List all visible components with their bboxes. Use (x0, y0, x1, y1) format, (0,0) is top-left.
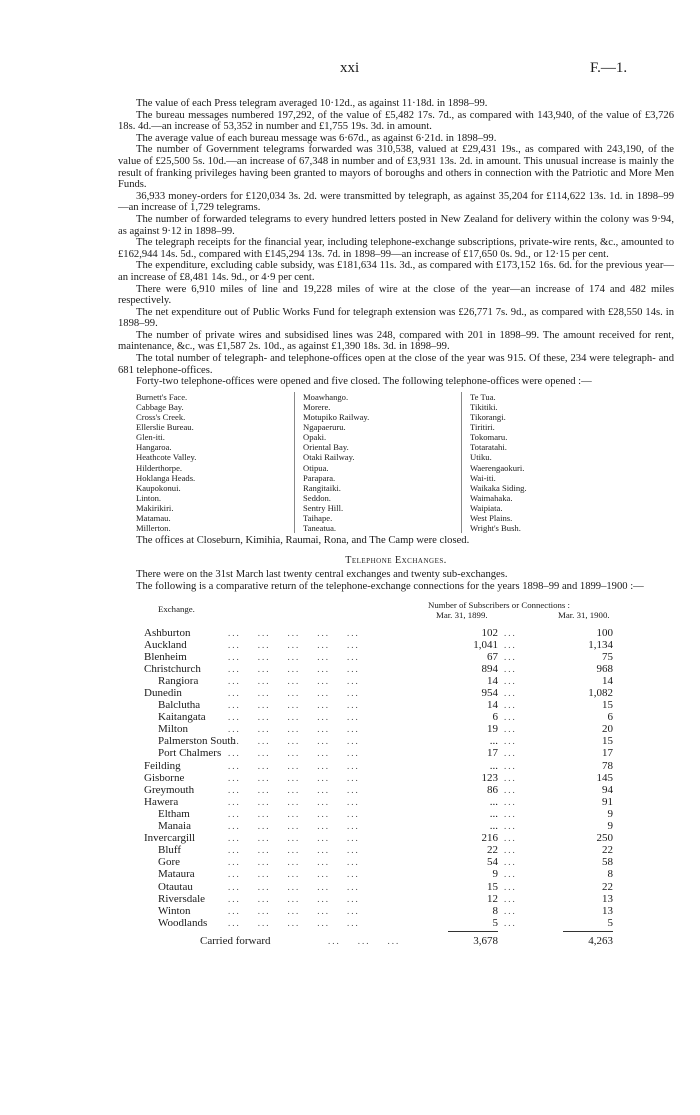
leader-dots: ... (504, 796, 517, 807)
table-row (118, 796, 674, 808)
value-1899: ... (489, 820, 498, 833)
leader-dots: ... (504, 663, 517, 674)
exchange-name: Christchurch (144, 662, 201, 675)
table-row (118, 784, 674, 796)
exchange-name: Rangiora (158, 674, 199, 687)
leader-dots: ... (504, 651, 517, 662)
value-1900: 145 (596, 771, 613, 784)
value-1900: 22 (602, 880, 613, 893)
value-1899: ... (489, 795, 498, 808)
value-1900: 15 (602, 735, 613, 748)
office-name: Opaki. (303, 432, 327, 443)
leader-dots: ... (504, 688, 517, 698)
value-1899: 5 (492, 916, 498, 929)
value-1900: 968 (596, 662, 613, 675)
office-name: Motupiko Railway. (303, 412, 370, 423)
paragraph: The telegraph receipts for the financial year, including telephone-exchange subscriptions, private-wire rents, &c., amounted to £162,944 14s. 5d., compared with £145,294 13s. 7d. in 1898–99—an increase of £17,650 0s. 9d., or 12·15 per cent. (118, 237, 674, 260)
leader-dots: ... (504, 893, 517, 904)
exchange-name: Balclutha (158, 699, 201, 712)
exchange-name: Gore (158, 856, 180, 869)
table-header (118, 599, 674, 627)
leader-dots: ... (504, 784, 517, 795)
table-row (118, 735, 674, 747)
office-name: Seddon. (303, 492, 331, 503)
total-1899: 3,678 (473, 934, 498, 947)
value-1899: 17 (487, 747, 498, 760)
value-1900: 100 (596, 626, 613, 639)
table-row (118, 832, 674, 844)
table-row (118, 856, 674, 868)
office-name: Makirikiri. (136, 502, 174, 513)
leader-dots: ... ... ... ... ... (228, 675, 360, 686)
table-row (118, 808, 674, 820)
office-name: Heathcote Valley. (136, 452, 197, 463)
table-row (118, 711, 674, 723)
office-name: Taihape. (303, 512, 333, 523)
value-1899: 15 (487, 880, 498, 893)
leader-dots: ... ... ... ... ... (228, 748, 360, 759)
exchange-table (118, 599, 674, 949)
table-row (118, 917, 674, 929)
office-name: Waerengaokuri. (470, 462, 525, 473)
paragraph: The number of Government telegrams forwarded was 310,538, valued at £29,431 19s., as compared with 243,190, of the value of £25,500 5s. 10d.—an increase of 67,348 in number and of £3,931 13s. 2d. in amount. This unusual increase is mainly the result of franking privileges having been granted to mayors of boroughs and others in connection with the Patriotic and More Men Funds. (118, 144, 674, 191)
leader-dots: ... (504, 639, 517, 650)
offices-opened-list (136, 392, 676, 533)
leader-dots: ... ... ... ... ... (228, 917, 360, 928)
value-1900: 14 (602, 674, 613, 687)
value-1899: 9 (492, 868, 498, 881)
exchange-name: Ashburton (144, 626, 191, 639)
exchange-name: Eltham (158, 807, 190, 820)
value-1900: 91 (602, 795, 613, 808)
office-name: Hoklanga Heads. (136, 472, 196, 483)
table-row (118, 639, 674, 651)
paragraph: 36,933 money-orders for £120,034 3s. 2d. were transmitted by telegraph, as against 35,204 for £114,622 13s. 1d. in 1898–99—an increase of 1,729 telegrams. (118, 190, 674, 214)
leader-dots: ... ... ... ... ... (228, 833, 360, 844)
value-1900: 17 (602, 747, 613, 760)
office-name: Waipiata. (470, 502, 503, 513)
leader-dots: ... ... ... ... ... (228, 651, 360, 662)
leader-dots: ... (504, 808, 517, 819)
value-1899: 216 (481, 832, 498, 845)
leader-dots: ... ... ... ... ... (228, 712, 360, 723)
value-1900: 13 (602, 892, 613, 905)
leader-dots: ... ... ... ... ... (228, 869, 360, 880)
leader-dots: ... (504, 881, 517, 892)
value-1900: 22 (602, 844, 613, 857)
paragraph: The total number of telegraph- and telephone-offices open at the close of the year was 915. Of these, 234 were telegraph- and 681 telephone-offices. (118, 353, 674, 376)
office-column (136, 392, 294, 533)
offices-closed-text: The offices at Closeburn, Kimihia, Raumai, Rona, and The Camp were closed. (136, 535, 470, 547)
value-1899: 54 (487, 856, 498, 869)
exchange-name: Kaitangata (158, 711, 206, 724)
value-1899: 86 (487, 783, 498, 796)
value-1900: 9 (607, 807, 613, 820)
office-name: Wai-iti. (470, 472, 496, 483)
leader-dots: ... ... ... ... ... (228, 808, 360, 819)
exchange-name: Auckland (144, 638, 187, 651)
exchange-name: Riversdale (158, 892, 206, 905)
leader-dots: ... (504, 748, 517, 759)
exchange-name: Port Chalmers (158, 747, 222, 760)
office-name: Morere. (303, 401, 331, 412)
office-name: West Plains. (470, 512, 513, 523)
table-row (118, 675, 674, 687)
leader-dots: ... ... ... ... ... (228, 688, 360, 698)
value-1900: 94 (602, 783, 613, 796)
paragraph: Forty-two telephone-offices were opened and five closed. The following telephone-offices were opened :— (136, 376, 592, 388)
value-1899: 954 (481, 687, 498, 699)
leader-dots: ... (504, 760, 517, 771)
table-row (118, 820, 674, 832)
leader-dots: ... ... ... ... ... (228, 821, 360, 832)
total-1900: 4,263 (588, 934, 613, 947)
value-1900: 13 (602, 904, 613, 917)
office-name: Hangaroa. (136, 442, 172, 453)
exchange-name: Blenheim (144, 650, 187, 663)
exchange-name: Invercargill (144, 832, 196, 845)
paragraph: The value of each Press telegram averaged 10·12d., as against 11·18d. in 1898–99. (136, 98, 488, 109)
exchange-name: Milton (158, 723, 188, 736)
office-name: Tokomaru. (470, 432, 508, 443)
paragraph: There were 6,910 miles of line and 19,228 miles of wire at the close of the year—an increase of 174 and 482 miles respectively. (118, 283, 674, 307)
leader-dots: ... ... ... ... ... (228, 845, 360, 856)
document-reference: F.—1. (590, 60, 628, 76)
table-row (118, 651, 674, 663)
leader-dots: ... ... ... ... ... (228, 905, 360, 916)
table-row (118, 699, 674, 711)
office-name: Glen-iti. (136, 432, 165, 443)
leader-dots: ... (504, 833, 517, 844)
exchange-name: Woodlands (158, 916, 208, 929)
office-name: Waimahaka. (470, 492, 513, 503)
leader-dots: ... (504, 917, 517, 928)
office-name: Matamau. (136, 512, 171, 523)
value-1899: 12 (487, 892, 498, 905)
table-row (118, 687, 674, 699)
office-name: Wright's Bush. (470, 523, 521, 534)
value-1900: 78 (602, 759, 613, 772)
office-name: Sentry Hill. (303, 502, 344, 513)
office-name: Utiku. (470, 452, 492, 463)
leader-dots: ... (504, 857, 517, 868)
page-number: xxi (340, 60, 360, 76)
office-column (461, 392, 628, 533)
leader-dots: ... (504, 627, 517, 638)
table-row (118, 627, 674, 639)
leader-dots: ... (504, 869, 517, 880)
col-number: Number of Subscribers or Connections : (428, 599, 570, 610)
total-label: Carried forward (200, 934, 271, 947)
office-name: Cabbage Bay. (136, 401, 184, 412)
value-1899: 8 (492, 904, 498, 917)
exchange-name: Palmerston South (158, 735, 236, 748)
leader-dots: ... (504, 675, 517, 686)
table-row (118, 723, 674, 735)
office-name: Te Tua. (470, 391, 496, 402)
office-column (294, 392, 461, 533)
office-name: Taneatua. (303, 523, 337, 534)
col-1900: Mar. 31, 1900. (558, 609, 610, 620)
value-1900: 1,082 (588, 687, 613, 699)
exchange-name: Feilding (144, 759, 181, 772)
office-name: Tikitiki. (470, 401, 498, 412)
table-row (118, 747, 674, 759)
value-1900: 58 (602, 856, 613, 869)
office-name: Burnett's Face. (136, 391, 188, 402)
office-name: Moawhango. (303, 391, 349, 402)
leader-dots: ... ... ... ... ... (228, 893, 360, 904)
table-row (118, 844, 674, 856)
value-1899: ... (489, 807, 498, 820)
paragraph: The bureau messages numbered 197,292, of the value of £5,482 17s. 7d., as compared with 143,940, of the value of £3,726 18s. 4d.—an increase of 53,352 in number and £1,755 19s. 3d. in amount. (118, 109, 674, 133)
value-1899: 14 (487, 699, 498, 712)
value-1899: 1,041 (473, 638, 498, 651)
leader-dots: ... ... ... ... ... (228, 796, 360, 807)
office-name: Parapara. (303, 472, 336, 483)
value-1900: 1,134 (588, 638, 613, 651)
table-row (118, 760, 674, 772)
office-name: Totaratahi. (470, 442, 507, 453)
value-1900: 75 (602, 650, 613, 663)
table-row (118, 868, 674, 880)
office-name: Millerton. (136, 523, 171, 534)
section-title: Telephone Exchanges. (345, 554, 447, 566)
paragraph: The number of forwarded telegrams to every hundred letters posted in New Zealand for delivery within the colony was 9·94, as against 9·12 in 1898–99. (118, 213, 674, 237)
value-1900: 15 (602, 699, 613, 712)
leader-dots: ... (504, 712, 517, 723)
office-name: Hilderthorpe. (136, 462, 183, 473)
leader-dots: ... ... ... ... ... (228, 736, 360, 747)
exchange-name: Mataura (158, 868, 195, 881)
col-1899: Mar. 31, 1899. (436, 609, 488, 620)
paragraph: The net expenditure out of Public Works Fund for telegraph extension was £26,771 7s. 9d., as compared with £28,550 14s. in 1898–99. (118, 306, 674, 330)
value-1900: 9 (607, 820, 613, 833)
value-1899: 14 (487, 674, 498, 687)
exchange-name: Hawera (144, 795, 179, 808)
office-name: Ellerslie Bureau. (136, 422, 194, 433)
leader-dots: ... ... ... ... ... (228, 857, 360, 868)
leader-dots: ... (504, 700, 517, 711)
exchange-name: Bluff (158, 844, 182, 857)
office-name: Kaupokonui. (136, 482, 181, 493)
office-name: Waikaka Siding. (470, 482, 527, 493)
exchange-name: Winton (158, 904, 191, 917)
exchange-name: Manaia (158, 820, 191, 833)
office-name: Cross's Creek. (136, 412, 186, 423)
table-row (118, 893, 674, 905)
exchange-name: Otautau (158, 880, 193, 893)
leader-dots: ... (504, 724, 517, 735)
office-name: Tikorangi. (470, 412, 506, 423)
paragraph: The number of private wires and subsidised lines was 248, compared with 201 in 1898–99. The amount received for rent, maintenance, &c., was £1,587 2s. 10d., as against £1,390 18s. 3d. in 1898–99. (118, 329, 674, 353)
total-row: Carried forward ... ... ... 3,678 4,263 (200, 934, 613, 947)
value-1900: 6 (607, 711, 613, 724)
leader-dots: ... (504, 772, 517, 783)
value-1899: 102 (481, 626, 498, 639)
value-1900: 8 (607, 868, 613, 881)
value-1899: 6 (492, 711, 498, 724)
document-body (118, 98, 674, 949)
leader-dots: ... ... ... ... ... (228, 772, 360, 783)
page-header (0, 60, 700, 80)
table-rows (118, 627, 674, 929)
leader-dots: ... (504, 821, 517, 832)
leader-dots: ... ... ... ... ... (228, 724, 360, 735)
value-1899: 894 (481, 662, 498, 675)
office-name: Otaki Railway. (303, 452, 355, 463)
leader-dots: ... (504, 845, 517, 856)
exchange-name: Dunedin (144, 687, 182, 699)
leader-dots: ... ... ... ... ... (228, 627, 360, 638)
leader-dots: ... ... ... ... ... (228, 700, 360, 711)
paragraphs (118, 98, 674, 388)
office-name: Rangitaiki. (303, 482, 341, 493)
leader-dots: ... ... ... ... ... (228, 784, 360, 795)
value-1899: 67 (487, 650, 498, 663)
exchange-name: Gisborne (144, 771, 185, 784)
value-1899: ... (489, 735, 498, 748)
office-name: Tiritiri. (470, 422, 495, 433)
leader-dots: ... ... ... ... ... (228, 760, 360, 771)
paragraph: The expenditure, excluding cable subsidy, was £181,634 11s. 3d., as compared with £173,152 16s. 6d. for the previous year—an increase of £8,481 14s. 9d., or 4·9 per cent. (118, 260, 674, 283)
exchange-paragraph: There were on the 31st March last twenty central exchanges and twenty sub-exchanges. (136, 569, 508, 581)
office-name: Linton. (136, 492, 162, 503)
leader-dots: ... ... ... ... ... (228, 639, 360, 650)
office-name: Ngapaeruru. (303, 422, 346, 433)
value-1899: 22 (487, 844, 498, 857)
value-1900: 5 (607, 916, 613, 929)
exchange-name: Greymouth (144, 783, 195, 796)
paragraph: The average value of each bureau message was 6·67d., as against 6·21d. in 1898–99. (136, 132, 497, 144)
leader-dots: ... (504, 736, 517, 747)
office-name: Oriental Bay. (303, 442, 349, 453)
exchange-paragraph: The following is a comparative return of the telephone-exchange connections for the years 1898–99 and 1899–1900 :— (136, 580, 644, 592)
table-row (118, 905, 674, 917)
value-1899: ... (489, 759, 498, 772)
value-1899: 19 (487, 723, 498, 736)
office-name: Otipua. (303, 462, 329, 473)
value-1899: 123 (481, 771, 498, 784)
leader-dots: ... ... ... ... ... (228, 663, 360, 674)
leader-dots: ... (504, 905, 517, 916)
leader-dots: ... ... ... ... ... (228, 881, 360, 892)
table-row (118, 881, 674, 893)
table-row (118, 772, 674, 784)
value-1900: 20 (602, 723, 613, 736)
value-1900: 250 (596, 832, 613, 845)
table-row (118, 663, 674, 675)
col-exchange: Exchange. (158, 603, 195, 614)
